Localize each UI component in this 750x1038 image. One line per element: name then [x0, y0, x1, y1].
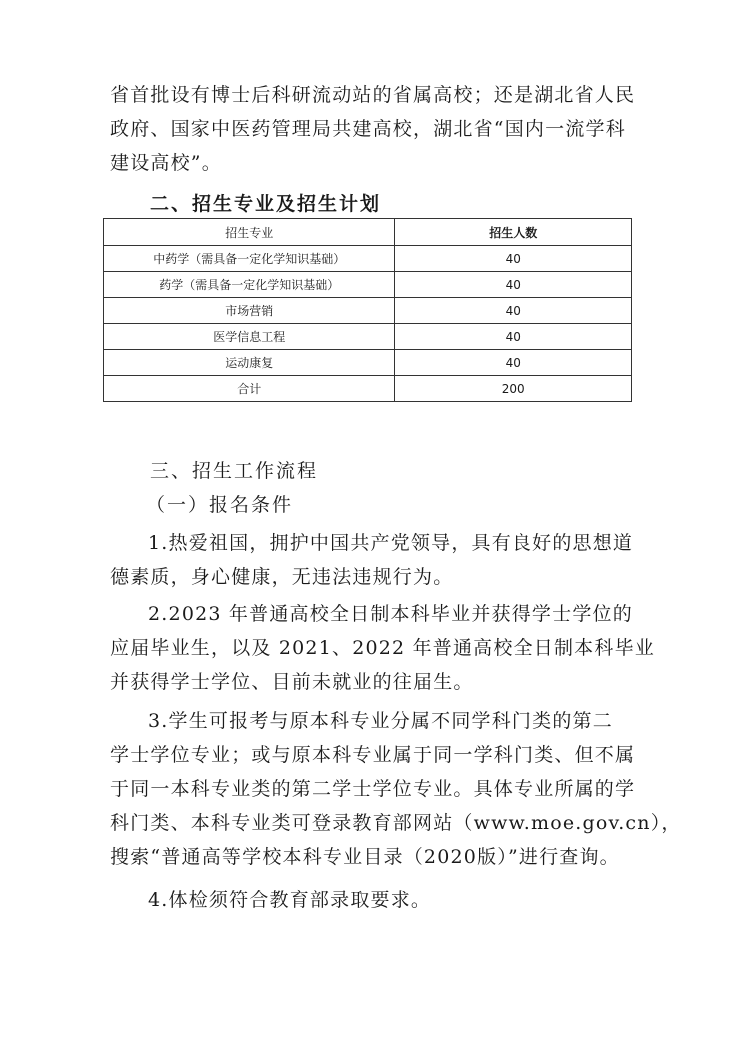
cell-major: 药学（需具备一定化学知识基础） — [104, 272, 395, 298]
cell-count: 40 — [395, 350, 632, 376]
cell-major: 运动康复 — [104, 350, 395, 376]
table-row — [104, 246, 632, 272]
cell-count: 40 — [395, 272, 632, 298]
header-major: 招生专业 — [104, 219, 395, 246]
intro-paragraph — [110, 78, 645, 180]
cell-major: 中药学（需具备一定化学知识基础） — [104, 246, 395, 272]
item-line: 1.热爱祖国，拥护中国共产党领导，具有良好的思想道 — [148, 532, 634, 554]
subsection-heading: （一）报名条件 — [146, 494, 294, 516]
cell-major: 医学信息工程 — [104, 324, 395, 350]
table-row — [104, 298, 632, 324]
item-line: 搜索“普通高等学校本科专业目录（2020版）”进行查询。 — [110, 846, 620, 868]
item-line: 应届毕业生，以及 2021、2022 年普通高校全日制本科毕业 — [110, 637, 655, 659]
item-line: 德素质，身心健康，无违法违规行为。 — [110, 566, 454, 588]
condition-item-1 — [110, 526, 645, 594]
table-row — [104, 350, 632, 376]
item-line: 4.体检须符合教育部录取要求。 — [148, 889, 432, 911]
section-3-heading: 三、招生工作流程 — [150, 460, 319, 482]
item-line: 科门类、本科专业类可登录教育部网站（www.moe.gov.cn）， — [110, 812, 682, 834]
item-line: 于同一本科专业类的第二学士学位专业。具体专业所属的学 — [110, 778, 636, 800]
condition-item-3 — [110, 704, 682, 874]
cell-count: 40 — [395, 324, 632, 350]
cell-total-count: 200 — [395, 376, 632, 402]
table-row — [104, 272, 632, 298]
cell-count: 40 — [395, 246, 632, 272]
cell-count: 40 — [395, 298, 632, 324]
condition-item-4 — [110, 883, 645, 917]
item-line: 并获得学士学位、目前未就业的往届生。 — [110, 671, 474, 693]
header-count: 招生人数 — [395, 219, 632, 246]
item-line: 学士学位专业；或与原本科专业属于同一学科门类、但不属 — [110, 744, 636, 766]
table-header-row — [104, 219, 632, 246]
condition-item-2 — [110, 597, 655, 699]
item-line: 2.2023 年普通高校全日制本科毕业并获得学士学位的 — [148, 603, 633, 625]
table-row — [104, 324, 632, 350]
cell-total-label: 合计 — [104, 376, 395, 402]
intro-line: 政府、国家中医药管理局共建高校，湖北省“国内一流学科 — [110, 118, 626, 140]
intro-line: 建设高校”。 — [110, 152, 222, 174]
cell-major: 市场营销 — [104, 298, 395, 324]
item-line: 3.学生可报考与原本科专业分属不同学科门类的第二 — [148, 710, 613, 732]
table-total-row — [104, 376, 632, 402]
section-2-heading: 二、招生专业及招生计划 — [150, 193, 382, 215]
intro-line: 省首批设有博士后科研流动站的省属高校；还是湖北省人民 — [110, 84, 636, 106]
enrollment-plan-table — [103, 218, 632, 402]
